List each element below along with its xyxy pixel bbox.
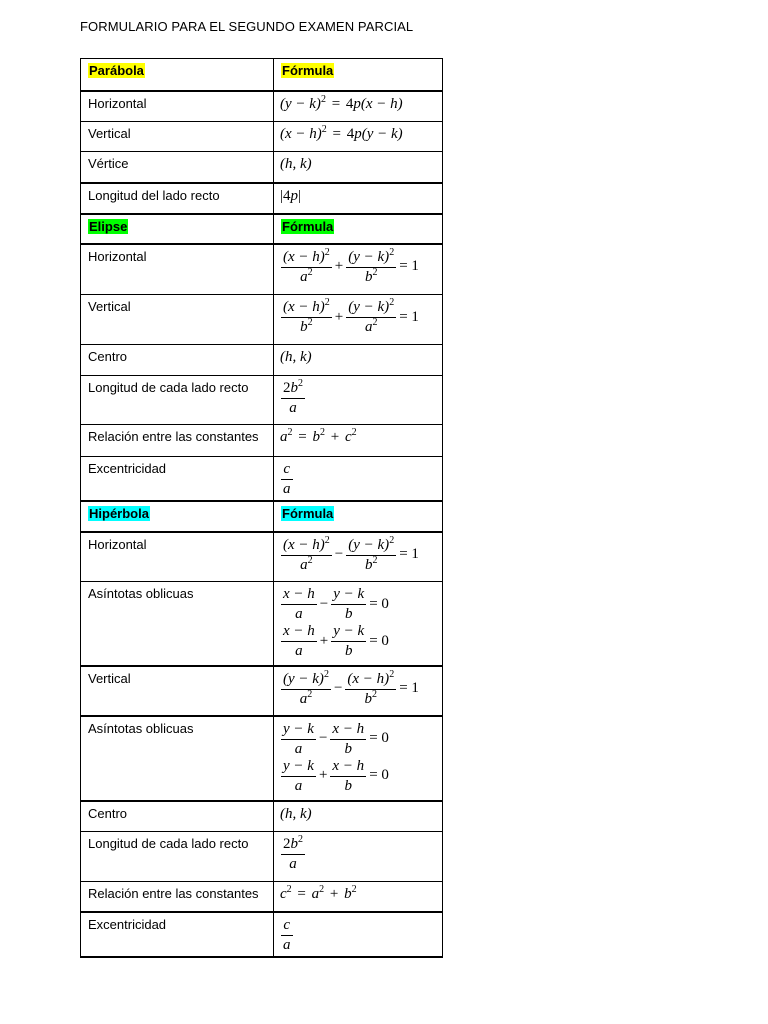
row-label: Vertical xyxy=(81,666,274,716)
elipse-formula-header: Fórmula xyxy=(282,218,334,234)
table-row xyxy=(81,582,443,666)
row-label: Longitud de cada lado recto xyxy=(81,376,274,425)
table-row xyxy=(81,716,443,801)
formula-hiperbola-asymptotes-vertical: $\frac{y - k}{a}$ − $\frac{x - h}{b}$ = 0 $\frac{y - k}{a}$ + $\frac{x - h}{b}$ = 0 xyxy=(274,716,443,801)
row-label: Vértice xyxy=(81,152,274,183)
table-row xyxy=(81,912,443,957)
table-row xyxy=(81,91,443,122)
document-title: FORMULARIO PARA EL SEGUNDO EXAMEN PARCIAL xyxy=(80,19,414,34)
table-row xyxy=(81,152,443,183)
row-label: Horizontal xyxy=(81,91,274,122)
table-row xyxy=(81,832,443,882)
row-label: Longitud de cada lado recto xyxy=(81,832,274,882)
formula-hiperbola-asymptotes-horizontal: $\frac{x - h}{a}$ − $\frac{y - k}{b}$ = 0 $\frac{x - h}{a}$ + $\frac{y - k}{b}$ = 0 xyxy=(274,582,443,666)
formula-elipse-latus-rectum: $\frac{2b^2}{a}$ xyxy=(274,376,443,425)
formula-elipse-constants: $a^2 = b^2 + c^2$ xyxy=(274,425,443,457)
formula-hiperbola-constants: $c^2 = a^2 + b^2$ xyxy=(274,882,443,912)
row-label: Asíntotas oblicuas xyxy=(81,716,274,801)
row-label: Longitud del lado recto xyxy=(81,183,274,214)
formula-parabola-vertex: (h, k) xyxy=(274,152,443,183)
formula-hiperbola-latus-rectum: $\frac{2b^2}{a}$ xyxy=(274,832,443,882)
formula-elipse-center: (h, k) xyxy=(274,345,443,376)
row-label: Excentricidad xyxy=(81,912,274,957)
table-row xyxy=(81,376,443,425)
row-label: Horizontal xyxy=(81,532,274,582)
formula-parabola-vertical: $(x - h)^2 = 4p(y - k)$ xyxy=(274,122,443,152)
row-label: Vertical xyxy=(81,122,274,152)
row-label: Vertical xyxy=(81,295,274,345)
table-row xyxy=(81,122,443,152)
formula-elipse-horizontal: $\frac{(x - h)^2}{a^2}$ + $\frac{(y - k)^2}{b^2}$ = 1 xyxy=(274,244,443,295)
formula-hiperbola-horizontal: $\frac{(x - h)^2}{a^2}$ − $\frac{(y - k)^2}{b^2}$ = 1 xyxy=(274,532,443,582)
table-row xyxy=(81,345,443,376)
table-row xyxy=(81,666,443,716)
formula-hiperbola-center: (h, k) xyxy=(274,801,443,832)
table-row xyxy=(81,532,443,582)
hiperbola-formula-header: Fórmula xyxy=(282,505,334,521)
formula-parabola-latus-rectum: |4p| xyxy=(274,183,443,214)
table-row xyxy=(81,244,443,295)
formula-elipse-vertical: $\frac{(x - h)^2}{b^2}$ + $\frac{(y - k)^2}{a^2}$ = 1 xyxy=(274,295,443,345)
row-label: Relación entre las constantes xyxy=(81,882,274,912)
row-label: Excentricidad xyxy=(81,457,274,501)
table-row xyxy=(81,425,443,457)
row-label: Asíntotas oblicuas xyxy=(81,582,274,666)
parabola-formula-header: Fórmula xyxy=(282,63,334,78)
table-row xyxy=(81,457,443,501)
formula-parabola-horizontal: $(y - k)^2 = 4p(x - h)$ xyxy=(274,91,443,122)
elipse-header: Elipse xyxy=(89,218,128,234)
row-label: Centro xyxy=(81,345,274,376)
table-row xyxy=(81,183,443,214)
section-header-parabola xyxy=(81,59,443,91)
table-row xyxy=(81,801,443,832)
table-row xyxy=(81,882,443,912)
section-header-elipse xyxy=(81,214,443,244)
section-header-hiperbola xyxy=(81,501,443,532)
table-row xyxy=(81,295,443,345)
hiperbola-header: Hipérbola xyxy=(89,505,149,521)
row-label: Horizontal xyxy=(81,244,274,295)
row-label: Relación entre las constantes xyxy=(81,425,274,457)
parabola-header: Parábola xyxy=(89,63,144,78)
row-label: Centro xyxy=(81,801,274,832)
formula-elipse-eccentricity: $\frac{c}{a}$ xyxy=(274,457,443,501)
formula-hiperbola-eccentricity: $\frac{c}{a}$ xyxy=(274,912,443,957)
formula-hiperbola-vertical: $\frac{(y - k)^2}{a^2}$ − $\frac{(x - h)^2}{b^2}$ = 1 xyxy=(274,666,443,716)
formula-table xyxy=(80,58,443,958)
